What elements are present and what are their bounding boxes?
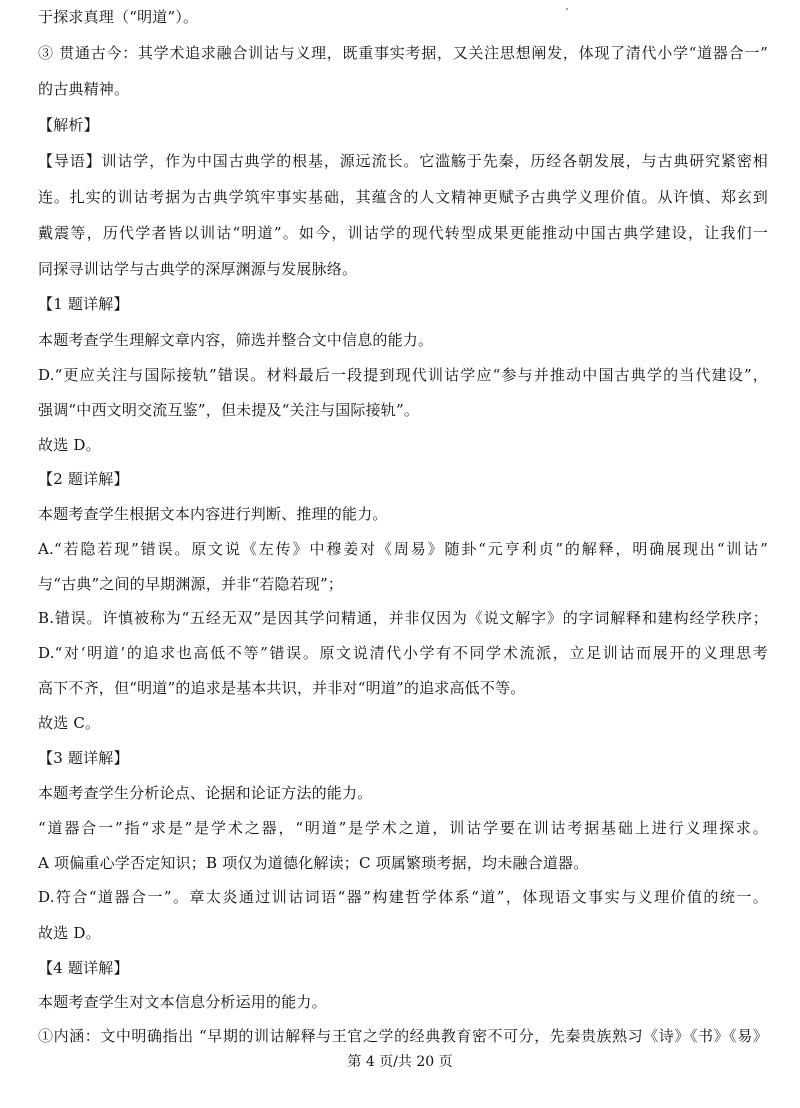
section-heading: 【2 题详解】 <box>38 470 129 488</box>
page-footer: 第 4 页/共 20 页 <box>347 1054 453 1070</box>
text-line: D.“更应关注与国际接轨”错误。材料最后一段提到现代训诂学应“参与并推动中国古典学的当代建设”， <box>38 366 768 384</box>
text-line: 于探求真理（“明道”）。 <box>38 8 199 26</box>
text-line: 强调“中西文明交流互鉴”，但未提及“关注与国际接轨”。 <box>38 401 420 419</box>
text-line: A.“若隐若现”错误。原文说《左传》中穆姜对《周易》随卦“元亨利贞”的解释，明确展现出“训诂” <box>38 540 768 558</box>
text-line: 连。扎实的训诂考据为古典学筑牢事实基础，其蕴含的人文精神更赋予古典学义理价值。从许慎、郑玄到 <box>38 188 768 206</box>
section-heading: 【3 题详解】 <box>38 749 129 767</box>
text-line: 故选 D。 <box>38 436 101 454</box>
text-line: 故选 D。 <box>38 924 101 942</box>
text-line: D.符合“道器合一”。章太炎通过训诂词语“器”构建哲学体系“道”，体现语文事实与义理价值的统一。 <box>38 888 768 906</box>
section-heading: 【解析】 <box>38 116 99 134</box>
text-line: 戴震等，历代学者皆以训诂“明道”。如今，训诂学的现代转型成果更能推动中国古典学建设，让我们一 <box>38 224 768 242</box>
text-line: 本题考查学生对文本信息分析运用的能力。 <box>38 993 327 1011</box>
text-line: 本题考查学生理解文章内容，筛选并整合文中信息的能力。 <box>38 331 434 349</box>
text-line: D.“对‘明道’的追求也高低不等”错误。原文说清代小学有不同学术流派，立足训诂而展开的义理思考 <box>38 644 768 662</box>
text-line: 高下不齐，但“明道”的追求是基本共识，并非对“明道”的追求高低不等。 <box>38 679 526 697</box>
text-line: 同探寻训诂学与古典学的深厚渊源与发展脉络。 <box>38 260 358 278</box>
text-line: 本题考查学生分析论点、论据和论证方法的能力。 <box>38 784 373 802</box>
text-line: B.错误。许慎被称为“五经无双”是因其学问精通，并非仅因为《说文解字》的字词解释和建构经学秩序； <box>38 609 768 627</box>
section-heading: 【1 题详解】 <box>38 295 129 313</box>
text-line: A 项偏重心学否定知识；B 项仅为道德化解读；C 项属繁琐考据，均未融合道器。 <box>38 854 589 872</box>
text-line: ③ 贯通古今：其学术追求融合训诂与义理，既重事实考据，又关注思想阐发，体现了清代小学“道器合一” <box>38 44 768 62</box>
text-line: 的古典精神。 <box>38 80 130 98</box>
text-line: 【导语】训诂学，作为中国古典学的根基，源远流长。它滥觞于先秦，历经各朝发展，与古典研究紧密相 <box>38 152 768 170</box>
text-line: 故选 C。 <box>38 714 101 732</box>
text-line: 本题考查学生根据文本内容进行判断、推理的能力。 <box>38 505 388 523</box>
text-line: ①内涵：文中明确指出 “早期的训诂解释与王官之学的经典教育密不可分，先秦贵族熟习《诗》《书》《易》 <box>38 1027 768 1045</box>
text-line: 与“古典”之间的早期渊源，并非“若隐若现”； <box>38 575 344 593</box>
section-heading: 【4 题详解】 <box>38 959 129 977</box>
text-line: “道器合一”指“求是”是学术之器，“明道”是学术之道，训诂学要在训诂考据基础上进行义理探求。 <box>38 819 768 837</box>
